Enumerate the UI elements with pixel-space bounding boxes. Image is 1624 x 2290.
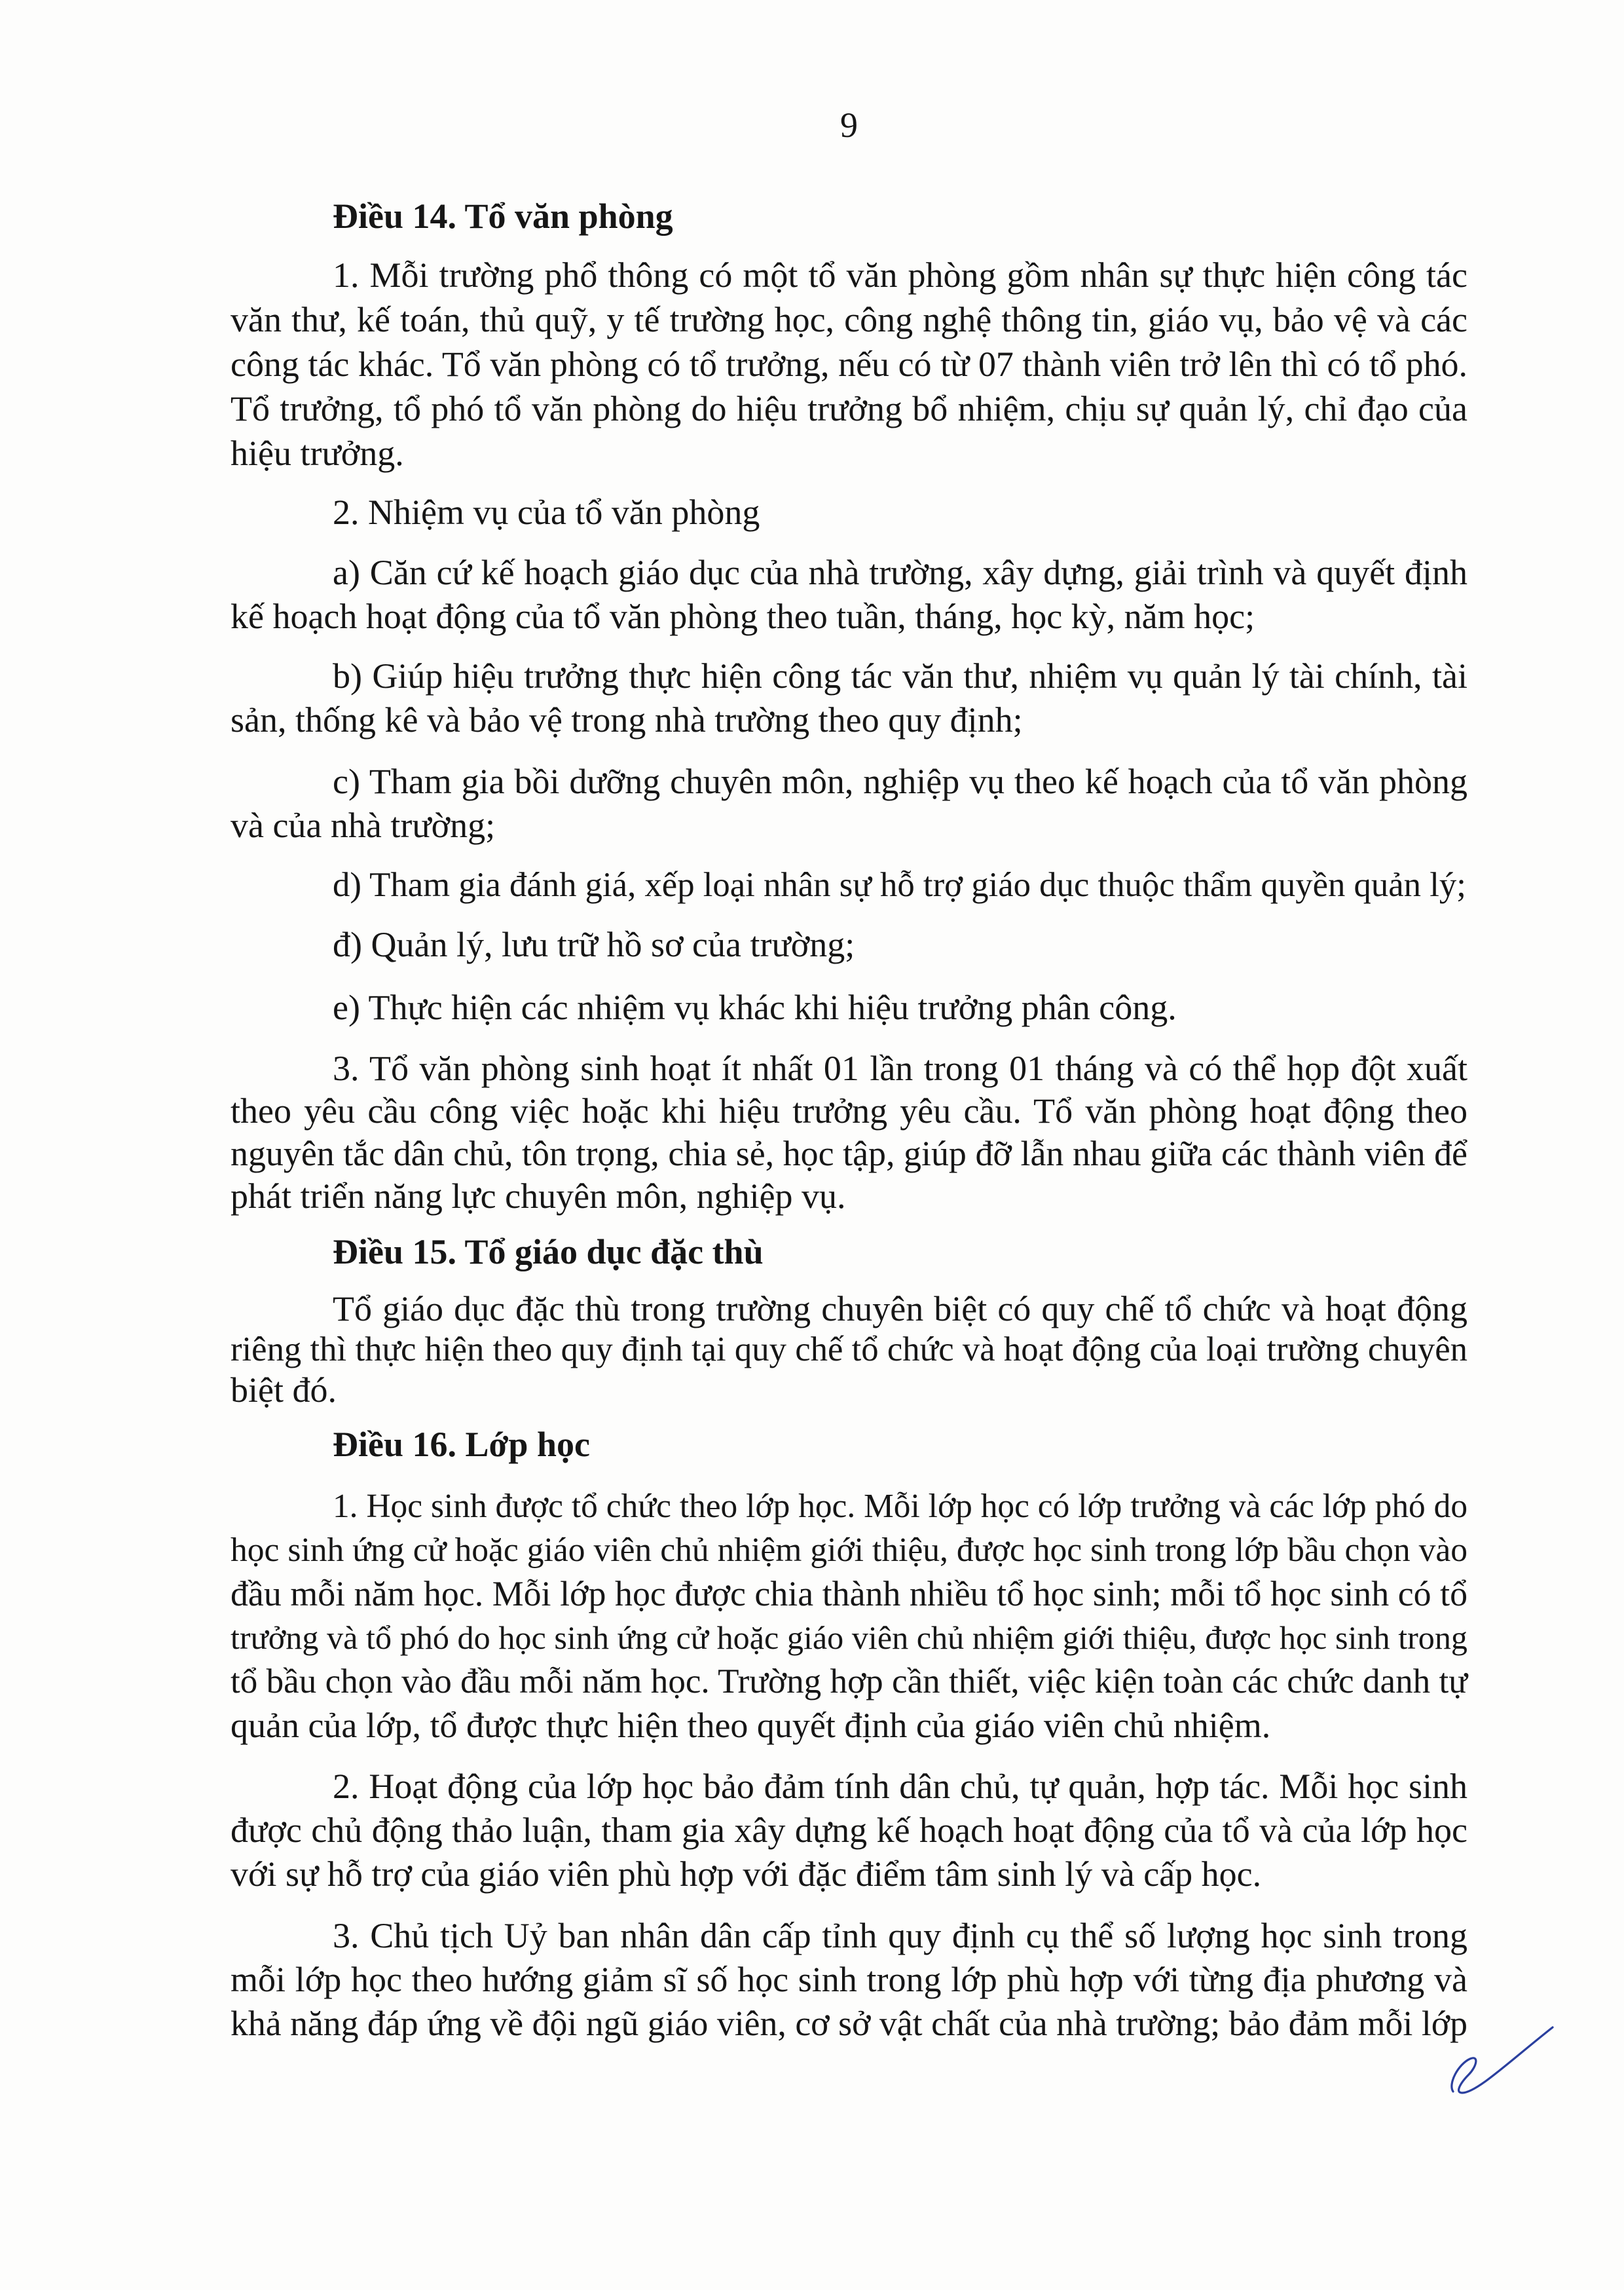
article-14-point-e xyxy=(231,986,1467,1030)
paragraph-line: 1. Học sinh được tổ chức theo lớp học. Mỗi lớp học có lớp trưởng và các lớp phó do xyxy=(333,1488,1467,1525)
article-14-clause-1 xyxy=(231,253,1467,476)
article-14-clause-3 xyxy=(231,1047,1467,1218)
article-14-point-d xyxy=(231,863,1467,907)
paragraph-line: với sự hỗ trợ của giáo viên phù hợp với đặc điểm tâm sinh lý và cấp học. xyxy=(231,1854,1262,1894)
paragraph-line: b) Giúp hiệu trưởng thực hiện công tác văn thư, nhiệm vụ quản lý tài chính, tài xyxy=(333,656,1467,696)
paragraph-line: nguyên tắc dân chủ, tôn trọng, chia sẻ, học tập, giúp đỡ lẫn nhau giữa các thành viên để xyxy=(231,1134,1467,1173)
paragraph-line: khả năng đáp ứng về đội ngũ giáo viên, cơ sở vật chất của nhà trường; bảo đảm mỗi lớp xyxy=(231,2004,1467,2043)
article-14 xyxy=(231,195,1467,238)
paragraph-line: a) Căn cứ kế hoạch giáo dục của nhà trường, xây dựng, giải trình và quyết định xyxy=(333,553,1467,592)
article-16-clause-1 xyxy=(231,1484,1467,1748)
paragraph-line: văn thư, kế toán, thủ quỹ, y tế trường học, công nghệ thông tin, giáo vụ, bảo vệ và các xyxy=(231,300,1467,339)
article-heading: Điều 16. Lớp học xyxy=(333,1425,590,1464)
paragraph-line: phát triển năng lực chuyên môn, nghiệp vụ. xyxy=(231,1176,846,1216)
article-heading: Điều 15. Tổ giáo dục đặc thù xyxy=(333,1232,764,1271)
paragraph-line: học sinh ứng cử hoặc giáo viên chủ nhiệm giới thiệu, được học sinh trong lớp bầu chọn vào xyxy=(231,1531,1467,1569)
paragraph-line: sản, thống kê và bảo vệ trong nhà trường theo quy định; xyxy=(231,700,1023,740)
article-16 xyxy=(231,1423,1467,1467)
paragraph-line: Tổ giáo dục đặc thù trong trường chuyên biệt có quy chế tổ chức và hoạt động xyxy=(333,1289,1467,1328)
paragraph-line: công tác khác. Tổ văn phòng có tổ trưởng, nếu có từ 07 thành viên trở lên thì có tổ phó. xyxy=(231,345,1467,384)
paragraph-line: riêng thì thực hiện theo quy định tại quy chế tổ chức và hoạt động của loại trường chuyên xyxy=(231,1330,1467,1368)
paragraph-line: tổ bầu chọn vào đầu mỗi năm học. Trường hợp cần thiết, việc kiện toàn các chức danh tự xyxy=(231,1662,1467,1700)
paragraph-line: c) Tham gia bồi dưỡng chuyên môn, nghiệp vụ theo kế hoạch của tổ văn phòng xyxy=(333,762,1467,801)
article-14-point-b xyxy=(231,654,1467,742)
paragraph-line: được chủ động thảo luận, tham gia xây dựng kế hoạch hoạt động của tổ và của lớp học xyxy=(231,1811,1467,1850)
paragraph-line: theo yêu cầu công việc hoặc khi hiệu trưởng yêu cầu. Tổ văn phòng hoạt động theo xyxy=(231,1091,1467,1131)
paragraph-line: đ) Quản lý, lưu trữ hồ sơ của trường; xyxy=(333,925,855,964)
paragraph-line: mỗi lớp học theo hướng giảm sĩ số học sinh trong lớp phù hợp với từng địa phương và xyxy=(231,1960,1467,1999)
page-number: 9 xyxy=(840,105,858,145)
paragraph-line: kế hoạch hoạt động của tổ văn phòng theo tuần, tháng, học kỳ, năm học; xyxy=(231,597,1255,636)
handwritten-initial-mark xyxy=(1444,2021,1555,2099)
paragraph-line: e) Thực hiện các nhiệm vụ khác khi hiệu trưởng phân công. xyxy=(333,988,1177,1027)
article-heading: Điều 14. Tổ văn phòng xyxy=(333,197,673,236)
paragraph-line: 3. Tổ văn phòng sinh hoạt ít nhất 01 lần trong 01 tháng và có thể họp đột xuất xyxy=(333,1049,1467,1088)
paragraph-line: 3. Chủ tịch Uỷ ban nhân dân cấp tỉnh quy định cụ thể số lượng học sinh trong xyxy=(333,1916,1467,1955)
article-14-point-dd xyxy=(231,923,1467,967)
paragraph-line: và của nhà trường; xyxy=(231,806,496,845)
article-15 xyxy=(231,1230,1467,1274)
article-14-point-a xyxy=(231,551,1467,639)
paragraph-line: biệt đó. xyxy=(231,1370,337,1410)
article-14-clause-2 xyxy=(231,491,1467,535)
paragraph-line: đầu mỗi năm học. Mỗi lớp học được chia thành nhiều tổ học sinh; mỗi tổ học sinh có tổ xyxy=(231,1574,1467,1613)
article-16-clause-3 xyxy=(231,1914,1467,2046)
article-16-clause-2 xyxy=(231,1765,1467,1896)
paragraph-line: d) Tham gia đánh giá, xếp loại nhân sự hỗ trợ giáo dục thuộc thẩm quyền quản lý; xyxy=(333,866,1466,904)
paragraph-line: 2. Nhiệm vụ của tổ văn phòng xyxy=(333,493,760,532)
paragraph-line: hiệu trưởng. xyxy=(231,434,404,473)
paragraph-line: 2. Hoạt động của lớp học bảo đảm tính dân chủ, tự quản, hợp tác. Mỗi học sinh xyxy=(333,1767,1467,1806)
article-14-point-c xyxy=(231,760,1467,848)
paragraph-line: 1. Mỗi trường phổ thông có một tổ văn phòng gồm nhân sự thực hiện công tác xyxy=(333,255,1467,295)
paragraph-line: trưởng và tổ phó do học sinh ứng cử hoặc giáo viên chủ nhiệm giới thiệu, được học sinh trong xyxy=(231,1619,1467,1656)
paragraph-line: Tổ trưởng, tổ phó tổ văn phòng do hiệu trưởng bổ nhiệm, chịu sự quản lý, chỉ đạo của xyxy=(231,389,1467,428)
paragraph-line: quản của lớp, tổ được thực hiện theo quyết định của giáo viên chủ nhiệm. xyxy=(231,1706,1271,1745)
article-15-body xyxy=(231,1288,1467,1410)
